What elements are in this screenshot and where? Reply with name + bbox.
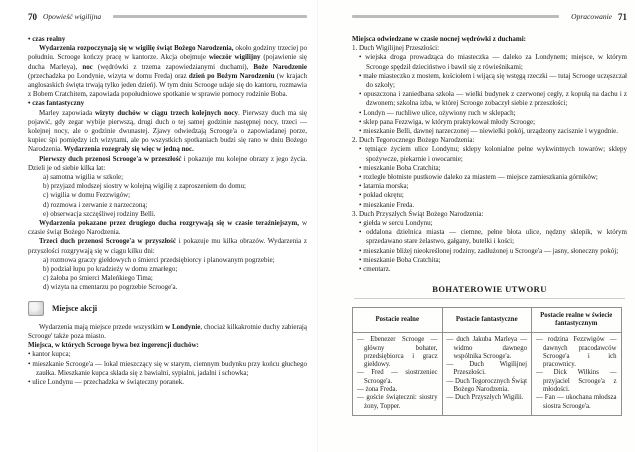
character-entry: — Fan — ukochana młodsza siostra Scrooge'a. bbox=[536, 394, 617, 410]
list-marker: c) bbox=[43, 191, 51, 200]
list-item-text: rozmowa i zerwanie z narzeczoną; bbox=[50, 200, 148, 209]
characters-section-title: BOHATEROWIE UTWORU bbox=[432, 284, 547, 295]
paragraph bbox=[28, 237, 307, 255]
list-item-text: sklep pana Fezzwiga, w którym praktykował młody Scrooge; bbox=[363, 117, 536, 126]
list-item bbox=[352, 164, 627, 173]
numbered-item-label: Duch Tegorocznego Bożego Narodzenia: bbox=[359, 136, 475, 145]
list-item bbox=[28, 256, 307, 265]
header-rule-right bbox=[352, 15, 559, 18]
page-number-left: 70 bbox=[28, 11, 37, 22]
list-item-text: ulice Londynu — przechadzka w świąteczny poranek. bbox=[32, 377, 185, 386]
text-run: (przechadzka po Londynie, wizyta w domu Freda) oraz bbox=[28, 71, 189, 80]
list-marker: a) bbox=[43, 173, 51, 182]
character-entry: — Ebenezer Scrooge — główny bohater, przedsiębiorca i gracz giełdowy. bbox=[357, 336, 438, 369]
list-item-text: mieszkanie Scrooge'a — lokal mieszczący się w starym, ciemnym budynku przy końcu głuchego zaułka. Mieszkanie kupca składa się z bawialni, sypialni, jadalni i schowka; bbox=[32, 359, 307, 377]
text-run: , chociaż kilkakrotnie duchy zabierają Scrooge' także poza miasto. bbox=[28, 322, 307, 340]
list-item-text: mieszkanie Belli, dawnej narzeczonej — niewielki pokój, urządzony zacisznie i wygodnie. bbox=[363, 127, 619, 136]
bullet-icon: • bbox=[359, 191, 364, 200]
bullet-icon: • bbox=[28, 99, 33, 108]
list-item bbox=[352, 90, 627, 108]
list-item bbox=[352, 109, 627, 118]
characters-table-header-row bbox=[353, 308, 622, 333]
list-item-text: samotna wigilia w szkole; bbox=[50, 173, 124, 182]
bullet-icon: • bbox=[359, 117, 364, 126]
character-entry: — duch Jakuba Marleya — widmo dawnego wspólnika Scrooge'a. bbox=[446, 336, 527, 360]
list-item bbox=[28, 210, 307, 219]
list-item-text: giełda w sercu Londynu; bbox=[363, 219, 433, 228]
character-entry: — Duch Wigilijnej Przeszłości. bbox=[446, 361, 527, 377]
bullet-icon: • bbox=[359, 145, 366, 154]
bullet-icon: • bbox=[359, 71, 364, 80]
text-run: (w krajach anglosaskich święta trwają tylko jeden dzień). W tym dniu Scrooge udaje się do kantoru, rozmawia z Bobem Cratchitem, zapowiada popołudniowe spotkanie w sprawie pomocy rodzinie Boba. bbox=[28, 71, 307, 99]
list-item-text: kantor kupca; bbox=[32, 350, 71, 359]
list-item-text: przyjazd młodszej siostry w kolejną wigilię z zaproszeniem do domu; bbox=[50, 182, 246, 191]
bullet-icon: • bbox=[359, 255, 364, 264]
text-run: Wydarzenia rozpoczynają się w wigilię świąt Bożego Narodzenia, bbox=[39, 44, 234, 53]
numbered-item bbox=[352, 136, 627, 145]
ornament-icon bbox=[28, 301, 44, 316]
list-item-text: cmentarz. bbox=[363, 265, 391, 274]
text-run: Wydarzenia rozegrały się więc w jedną noc. bbox=[63, 145, 194, 154]
page-right bbox=[318, 0, 635, 452]
text-run: Boże Narodzenie bbox=[253, 62, 307, 71]
list-item bbox=[352, 191, 627, 200]
paragraph bbox=[28, 341, 307, 350]
bullet-icon: • bbox=[28, 359, 33, 368]
list-marker: b) bbox=[43, 182, 51, 191]
bullet-icon: • bbox=[359, 228, 367, 237]
paragraph bbox=[28, 109, 307, 155]
list-item bbox=[352, 201, 627, 210]
list-item bbox=[352, 182, 627, 191]
bullet-header bbox=[28, 35, 307, 44]
bullet-icon: • bbox=[359, 182, 364, 191]
numbered-item-label: Duch Wigilijnej Przeszłości: bbox=[359, 44, 440, 53]
text-run: Miejsca, w których Scrooge bywa bez ingerencji duchów: bbox=[28, 341, 199, 350]
number-marker: 3. bbox=[352, 209, 359, 218]
bullet-icon: • bbox=[359, 163, 364, 172]
list-item-text: Londyn — ruchliwe ulice, ożywiony ruch w sklepach; bbox=[363, 108, 516, 117]
list-item-text: mieszkanie Freda. bbox=[363, 200, 415, 209]
bullet-icon: • bbox=[359, 53, 366, 62]
list-marker: e) bbox=[43, 209, 51, 218]
left-page-content bbox=[28, 35, 307, 387]
list-item bbox=[28, 191, 307, 200]
page-header-right bbox=[352, 11, 627, 22]
paragraph bbox=[28, 219, 307, 237]
text-run: i pokazuje mu kilka obrazów. Wydarzenia z przyszłości rozgrywają się w ciągu kilku dni: bbox=[28, 237, 308, 255]
text-run: Wydarzenia pokazane przez drugiego ducha rozgrywają się w czasie teraźniejszym, bbox=[39, 219, 299, 228]
list-item bbox=[28, 182, 307, 191]
list-item-text: mieszkanie Boba Cratchita; bbox=[363, 163, 441, 172]
list-item-text: opuszczona i zaniedbana szkoła — wielki budynek z czerwonej cegły, z kopułą na dachu i z dzwonem; szkolna izba, w której Scrooge zobaczył siebie z przeszłości; bbox=[363, 90, 627, 108]
list-item bbox=[352, 72, 627, 90]
section-header bbox=[28, 301, 307, 316]
bullet-icon: • bbox=[359, 200, 364, 209]
list-item bbox=[28, 173, 307, 182]
list-marker: a) bbox=[43, 255, 51, 264]
table-cell-postacie-fantastyczne bbox=[442, 333, 532, 416]
text-run: wieczór wigilijny bbox=[208, 53, 261, 62]
header-rule-left bbox=[113, 15, 307, 18]
text-run: w Londynie bbox=[165, 322, 201, 331]
list-item bbox=[352, 173, 627, 182]
paragraph bbox=[28, 323, 307, 341]
list-item bbox=[352, 256, 627, 265]
list-marker: c) bbox=[43, 274, 51, 283]
table-cell-postacie-realne-w-swiecie bbox=[532, 333, 622, 416]
bullet-icon: • bbox=[359, 90, 364, 99]
list-item-text: małe miasteczko z mostem, kościołem i wijącą się wstęgą rzeczki — tutaj Scrooge uczęszczał do szkoły; bbox=[363, 71, 627, 90]
list-item-text: podział łupu po kradzieży w domu zmarłego; bbox=[50, 265, 178, 274]
list-item-text: rozległe błotniste pustkowie daleko za miastem — miejsce zamieszkania górników; bbox=[363, 173, 598, 182]
bullet-icon: • bbox=[359, 108, 364, 117]
bullet-icon: • bbox=[359, 127, 364, 136]
list-item bbox=[28, 274, 307, 283]
text-run: i pokazuje mu kolejne obrazy z jego życia. Dzieli je od siebie kilka lat: bbox=[28, 154, 307, 172]
text-run: Trzeci duch przenosi Scrooge'a w przyszłość bbox=[39, 237, 177, 246]
character-entry: — Fred — siostrzeniec Scrooge'a. bbox=[357, 369, 438, 385]
list-item bbox=[352, 265, 627, 274]
bullet-header-label: czas realny bbox=[32, 35, 66, 43]
right-page-content bbox=[352, 35, 627, 274]
bullet-icon: • bbox=[28, 35, 33, 43]
numbered-item bbox=[352, 44, 627, 53]
list-item-text: oddalona dzielnica miasta — ciemne, pełne błota ulice, nędzny sklepik, w którym sprzedawano stare żelastwo, gałgany, butelki i kości; bbox=[366, 228, 628, 246]
list-item-text: rozmowa graczy giełdowych o śmierci przedsiębiorcy i planowanym pogrzebie; bbox=[50, 255, 275, 264]
text-run: dzień po Bożym Narodzeniu bbox=[188, 71, 275, 80]
text-run: w czasie świąt Bożego Narodzenia. bbox=[28, 219, 308, 237]
bullet-icon: • bbox=[359, 265, 364, 274]
paragraph bbox=[28, 44, 307, 99]
list-item-text: latarnia morska; bbox=[363, 182, 409, 191]
list-item-text: żałoba po śmierci Maleńkiego Tima; bbox=[50, 274, 153, 283]
paragraph bbox=[28, 155, 307, 173]
list-item bbox=[28, 350, 307, 359]
numbered-item bbox=[352, 210, 627, 219]
characters-table-body-row bbox=[353, 333, 622, 416]
list-item-text: wizyta na cmentarzu po pogrzebie Scrooge'a. bbox=[50, 283, 178, 292]
paragraph bbox=[352, 35, 627, 44]
text-run: około godziny trzeciej po południu. Scrooge kończy pracę w kantorze. Akcja obejmuje bbox=[28, 44, 308, 62]
list-item bbox=[28, 360, 307, 378]
text-run: (wędrówki z trzema zapowiedzianymi duchami), bbox=[92, 62, 254, 71]
bullet-header-label: czas fantastyczny bbox=[32, 99, 85, 108]
list-item bbox=[28, 201, 307, 210]
text-run: (pojawienie się ducha Marleya), bbox=[28, 53, 307, 71]
list-item bbox=[28, 265, 307, 274]
running-title-left: Opowieść wigilijna bbox=[43, 12, 102, 21]
bullet-header bbox=[28, 99, 307, 108]
text-run: Pierwszy duch przenosi Scrooge'a w przeszłość bbox=[39, 154, 182, 163]
list-marker: b) bbox=[43, 265, 51, 274]
list-item bbox=[28, 283, 307, 292]
list-item-text: pokład okrętu; bbox=[363, 191, 404, 200]
table-header-postacie-fantastyczne: Postacie fantastyczne bbox=[442, 308, 532, 333]
text-run: Miejsca odwiedzane w czasie nocnej wędrówki z duchami: bbox=[352, 35, 527, 43]
bullet-icon: • bbox=[359, 246, 364, 255]
characters-table bbox=[352, 307, 622, 416]
list-item bbox=[28, 378, 307, 387]
list-item bbox=[352, 53, 627, 71]
list-item bbox=[352, 228, 627, 246]
list-item-text: mieszkanie bliżej nieokreślonej rodziny, zadłużonej u Scrooge'a — jasny, słoneczny pokój; bbox=[363, 246, 619, 255]
character-entry: — Dick Wilkins — przyjaciel Scrooge'a z młodości. bbox=[536, 369, 617, 394]
character-entry: — Duch Przyszłych Wigilii. bbox=[446, 394, 524, 402]
text-run: . Pierwszy duch ma się pojawić, gdy zegar wybije pierwszą, drugi duch o tej samej godzinie następnej nocy, trzeci — kolejnej nocy, ale o godzinie dwunastej. Zjawy odwiedzają Scrooge'a o zapowiadanej porze, kupiec śpi pomiędzy ich wizytami, ale po wszystkich spotkaniach budzi się rano w dniu Bożego Narodzenia. bbox=[28, 108, 307, 154]
list-item bbox=[352, 145, 627, 163]
page-number-right: 71 bbox=[618, 11, 627, 22]
text-run: wizyty duchów w ciągu trzech kolejnych nocy bbox=[94, 108, 239, 117]
bullet-icon: • bbox=[359, 173, 364, 182]
list-item bbox=[352, 247, 627, 256]
number-marker: 1. bbox=[352, 44, 359, 53]
bullet-icon: • bbox=[28, 377, 33, 386]
character-entry: — rodzina Fezzwigów — dawnych pracodawców Scrooge'a i ich pracownicy. bbox=[536, 336, 617, 369]
list-item bbox=[352, 118, 627, 127]
numbered-item-label: Duch Przyszłych Świąt Bożego Narodzenia: bbox=[359, 209, 484, 218]
text-run: Wydarzenia mają miejsce przede wszystkim bbox=[39, 322, 166, 331]
list-item-text: obserwacja szczęśliwej rodziny Belli. bbox=[50, 209, 156, 218]
list-marker: d) bbox=[43, 200, 51, 209]
table-cell-postacie-realne bbox=[353, 333, 443, 416]
list-item bbox=[352, 219, 627, 228]
table-header-postacie-realne: Postacie realne bbox=[353, 308, 443, 333]
character-entry: — goście świąteczni: siostry żony, Topper. bbox=[357, 394, 438, 410]
bullet-icon: • bbox=[359, 219, 364, 228]
character-entry: — żona Freda. bbox=[357, 386, 398, 394]
list-item bbox=[352, 127, 627, 136]
list-item-text: wiejska droga prowadząca do miasteczka — daleko za Londynem; miejsce, w którym Scrooge spędził dzieciństwo i bawił się z rówieśnikami; bbox=[365, 53, 628, 71]
section-title: Miejsce akcji bbox=[52, 303, 98, 313]
running-title-right: Opracowanie bbox=[571, 12, 612, 21]
character-entry: — Duch Tegorocznych Świąt Bożego Narodzenia. bbox=[446, 377, 527, 394]
list-marker: d) bbox=[43, 283, 51, 292]
list-item-text: wigilia w domu Fezzwigów; bbox=[50, 191, 131, 200]
page-header-left bbox=[28, 11, 307, 22]
text-run: Marley zapowiada bbox=[39, 108, 95, 117]
list-item-text: tętniące życiem ulice Londynu; sklepy kolonialne pełne wykwintnych towarów; sklepy spożywcze, piekarnie i owocarnie; bbox=[365, 145, 628, 163]
number-marker: 2. bbox=[352, 136, 359, 145]
bullet-icon: • bbox=[28, 350, 33, 359]
characters-title-rule bbox=[354, 298, 625, 299]
list-item-text: mieszkanie Boba Cratchita; bbox=[363, 255, 441, 264]
table-header-postacie-realne-w-swiecie: Postacie realne w świecie fantastycznym bbox=[532, 308, 622, 333]
text-run: noc bbox=[82, 62, 93, 71]
